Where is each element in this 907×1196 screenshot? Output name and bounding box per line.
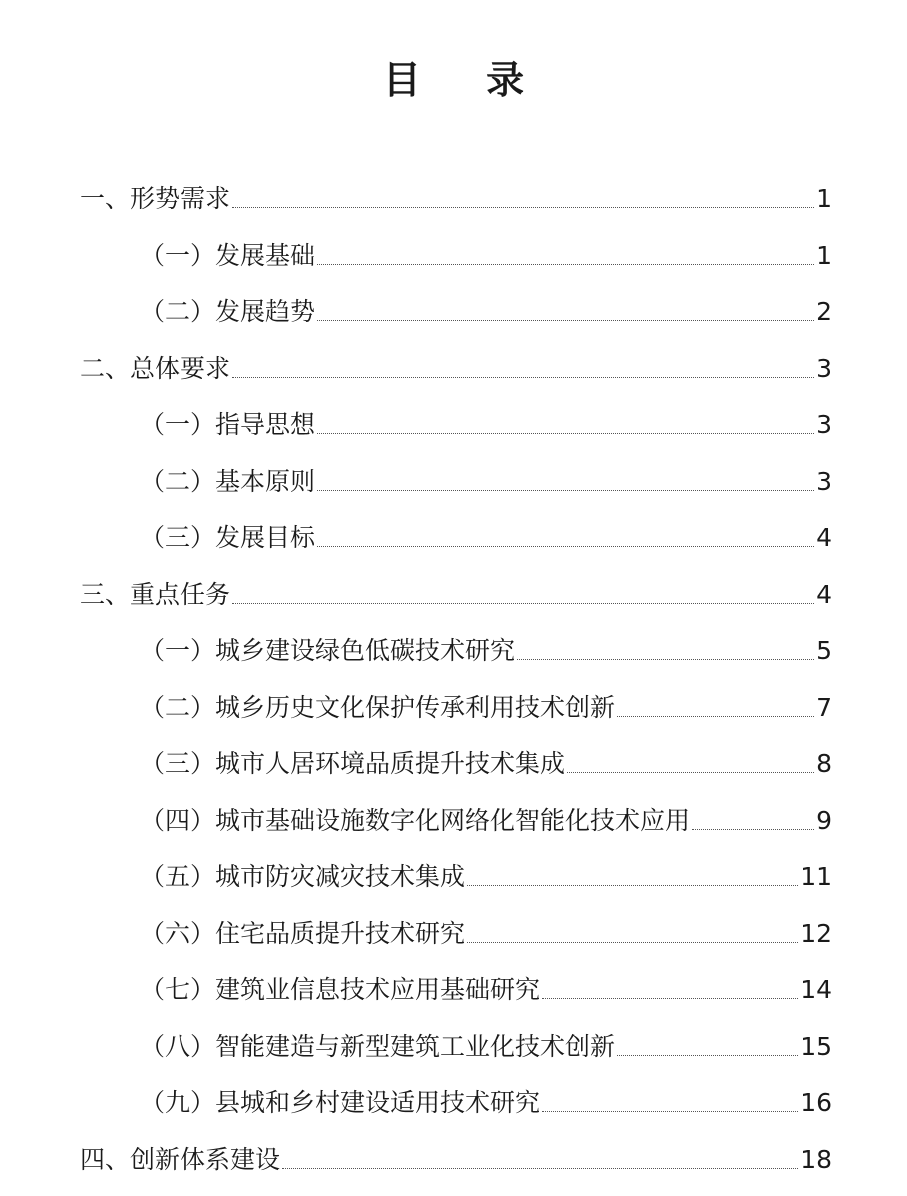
toc-entry[interactable]: [140, 1079, 832, 1119]
toc-entry-page: 4: [816, 523, 832, 552]
toc-entry-page: 18: [800, 1145, 832, 1174]
toc-entry-label: 三、重点任务: [80, 580, 231, 609]
toc-entry-page: 1: [816, 184, 832, 213]
dot-leader: [282, 1167, 798, 1169]
dot-leader: [542, 997, 798, 999]
toc-entry-label: （七）建筑业信息技术应用基础研究: [140, 975, 541, 1004]
toc-entry-page: 9: [816, 806, 832, 835]
toc-entry-label: （二）城乡历史文化保护传承利用技术创新: [140, 693, 616, 722]
toc-entry-label: （六）住宅品质提升技术研究: [140, 919, 466, 948]
toc-entry[interactable]: [140, 966, 832, 1006]
toc-entry-page: 3: [816, 467, 832, 496]
toc-entry-label: （二）发展趋势: [140, 297, 316, 326]
toc-entry-page: 11: [800, 862, 832, 891]
toc-entry[interactable]: [140, 232, 832, 272]
dot-leader: [317, 319, 814, 321]
dot-leader: [517, 658, 814, 660]
dot-leader: [317, 263, 814, 265]
toc-entry-label: （一）城乡建设绿色低碳技术研究: [140, 636, 516, 665]
dot-leader: [617, 715, 814, 717]
toc-entry[interactable]: [80, 175, 832, 215]
toc-entry-page: 2: [816, 297, 832, 326]
toc-entry[interactable]: [140, 740, 832, 780]
dot-leader: [467, 884, 798, 886]
toc-entry[interactable]: [140, 401, 832, 441]
toc-entry-page: 4: [816, 580, 832, 609]
toc-entry-label: （三）城市人居环境品质提升技术集成: [140, 749, 566, 778]
dot-leader: [542, 1110, 798, 1112]
toc-entry-page: 12: [800, 919, 832, 948]
toc-entry[interactable]: [140, 684, 832, 724]
dot-leader: [232, 376, 814, 378]
toc-entry[interactable]: [140, 797, 832, 837]
dot-leader: [467, 941, 798, 943]
toc-entry[interactable]: [80, 571, 832, 611]
toc-entry[interactable]: [140, 288, 832, 328]
toc-entry-page: 5: [816, 636, 832, 665]
toc-entry-page: 7: [816, 693, 832, 722]
toc-entry-label: （四）城市基础设施数字化网络化智能化技术应用: [140, 806, 691, 835]
toc-entry-label: （八）智能建造与新型建筑工业化技术创新: [140, 1032, 616, 1061]
toc-entry[interactable]: [140, 853, 832, 893]
dot-leader: [232, 602, 814, 604]
page-title: 目 录: [382, 58, 551, 102]
toc-entry[interactable]: [140, 627, 832, 667]
toc-entry[interactable]: [140, 458, 832, 498]
dot-leader: [692, 828, 814, 830]
toc-entry-label: （九）县城和乡村建设适用技术研究: [140, 1088, 541, 1117]
dot-leader: [232, 206, 814, 208]
toc-entry-label: 四、创新体系建设: [80, 1145, 281, 1174]
toc-entry-label: （五）城市防灾减灾技术集成: [140, 862, 466, 891]
dot-leader: [317, 432, 814, 434]
toc-entry-page: 3: [816, 410, 832, 439]
toc-entry[interactable]: [80, 1136, 832, 1176]
toc-entry-page: 3: [816, 354, 832, 383]
dot-leader: [617, 1054, 798, 1056]
toc-entry[interactable]: [140, 514, 832, 554]
toc-entry-label: （三）发展目标: [140, 523, 316, 552]
toc-entry-label: （二）基本原则: [140, 467, 316, 496]
dot-leader: [567, 771, 814, 773]
toc-entry-label: （一）发展基础: [140, 241, 316, 270]
toc-entry[interactable]: [140, 1023, 832, 1063]
toc-entry[interactable]: [80, 345, 832, 385]
dot-leader: [317, 545, 814, 547]
toc-entry-page: 15: [800, 1032, 832, 1061]
dot-leader: [317, 489, 814, 491]
toc-entry-page: 16: [800, 1088, 832, 1117]
toc-entry-label: （一）指导思想: [140, 410, 316, 439]
toc-entry-label: 一、形势需求: [80, 184, 231, 213]
toc-entry-label: 二、总体要求: [80, 354, 231, 383]
toc-entry-page: 14: [800, 975, 832, 1004]
toc-entry-page: 1: [816, 241, 832, 270]
toc-entry-page: 8: [816, 749, 832, 778]
toc-entry[interactable]: [140, 910, 832, 950]
